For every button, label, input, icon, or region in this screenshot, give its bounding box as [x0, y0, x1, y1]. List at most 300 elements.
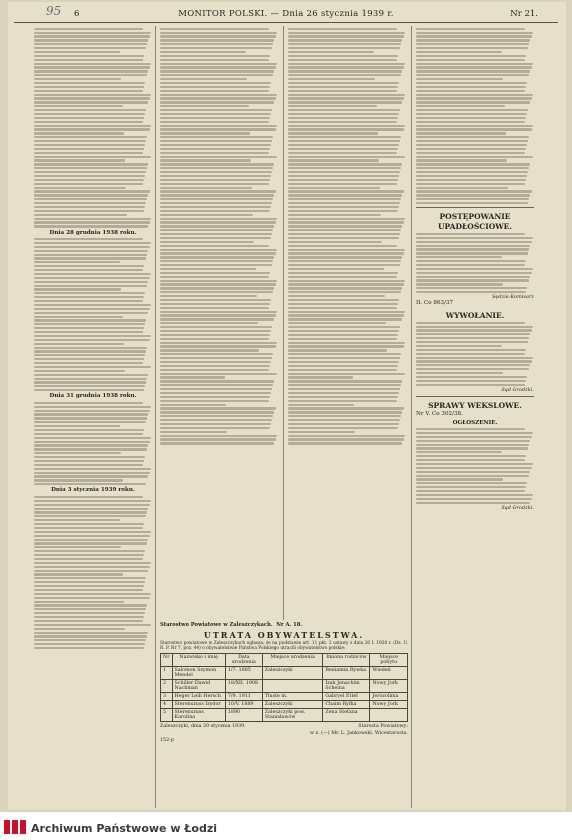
- illegible-text-line: [288, 353, 401, 355]
- illegible-text-line: [288, 252, 404, 254]
- column-header: Miejsce urodzenia: [262, 654, 323, 667]
- illegible-text-line: [160, 338, 269, 340]
- illegible-text-line: [288, 380, 402, 382]
- illegible-text-line: [288, 233, 400, 235]
- illegible-text-line: [288, 82, 399, 84]
- illegible-text-line: [34, 581, 145, 583]
- archive-name: Archiwum Państwowe w Łodzi: [31, 822, 218, 835]
- illegible-text-line: [160, 221, 276, 223]
- illegible-text-line: [288, 256, 402, 258]
- illegible-text-line: [34, 539, 148, 541]
- illegible-text-line: [34, 113, 145, 115]
- illegible-text-line: [416, 440, 530, 442]
- illegible-text-line: [160, 427, 270, 429]
- illegible-text-line: [160, 190, 276, 192]
- illegible-text-line: [160, 179, 270, 181]
- illegible-text-line: [34, 444, 148, 446]
- illegible-text-line: [34, 410, 150, 412]
- illegible-text-line: [160, 287, 274, 289]
- illegible-text-line: [34, 206, 145, 208]
- illegible-text-line: [34, 527, 143, 529]
- illegible-text-line: [160, 66, 276, 68]
- illegible-text-line: [34, 28, 143, 30]
- illegible-text-line: [288, 438, 404, 440]
- illegible-text-line: [160, 268, 256, 270]
- illegible-text-line: [34, 437, 151, 439]
- illegible-text-line: [160, 411, 274, 413]
- illegible-text-line: [160, 369, 269, 371]
- illegible-text-line: [288, 190, 404, 192]
- illegible-text-line: [160, 152, 269, 154]
- illegible-text-line: [288, 245, 397, 247]
- illegible-text-line: [288, 43, 401, 45]
- divider: [416, 396, 534, 397]
- newspaper-page: [8, 2, 566, 810]
- illegible-text-line: [34, 74, 147, 76]
- illegible-text-line: [34, 639, 146, 641]
- illegible-text-line: [288, 159, 379, 161]
- column-3: [288, 26, 406, 616]
- illegible-text-line: [34, 179, 144, 181]
- illegible-text-line: [416, 132, 506, 134]
- illegible-text-line: [416, 272, 532, 274]
- illegible-text-line: [160, 307, 269, 309]
- illegible-text-line: [416, 101, 530, 103]
- illegible-text-line: [34, 523, 144, 525]
- illegible-text-line: [160, 194, 274, 196]
- column-header: Miejsce pobytu: [370, 654, 408, 667]
- illegible-text-line: [416, 152, 525, 154]
- illegible-text-line: [288, 307, 397, 309]
- illegible-text-line: [288, 47, 400, 49]
- illegible-text-line: [416, 322, 525, 324]
- illegible-text-line: [288, 210, 398, 212]
- illegible-text-line: [160, 148, 270, 150]
- illegible-text-line: [160, 121, 269, 123]
- illegible-text-line: [288, 411, 402, 413]
- illegible-text-line: [288, 78, 375, 80]
- illegible-text-line: [34, 358, 144, 360]
- illegible-text-line: [416, 376, 527, 378]
- illegible-text-line: [34, 121, 143, 123]
- illegible-text-line: [34, 573, 123, 575]
- illegible-text-line: [416, 43, 529, 45]
- illegible-text-line: [34, 479, 123, 481]
- text-block: [34, 28, 152, 228]
- illegible-text-line: [160, 380, 274, 382]
- table-cell: Sterenszuss Karolina: [172, 709, 225, 722]
- illegible-text-line: [288, 322, 386, 324]
- illegible-text-line: [34, 508, 148, 510]
- illegible-text-line: [288, 55, 398, 57]
- illegible-text-line: [416, 241, 532, 243]
- illegible-text-line: [288, 187, 380, 189]
- illegible-text-line: [288, 431, 355, 433]
- illegible-text-line: [416, 121, 525, 123]
- illegible-text-line: [160, 214, 253, 216]
- illegible-text-line: [34, 292, 145, 294]
- table-cell: Zaleszczyki: [262, 667, 323, 680]
- illegible-text-line: [160, 349, 259, 351]
- illegible-text-line: [34, 148, 144, 150]
- illegible-text-line: [288, 264, 400, 266]
- illegible-text-line: [416, 109, 528, 111]
- illegible-text-line: [288, 334, 398, 336]
- illegible-text-line: [34, 304, 151, 306]
- table-row: [161, 701, 408, 709]
- illegible-text-line: [416, 264, 525, 266]
- date-heading: Dnia 31 grudnia 1938 roku.: [49, 393, 137, 400]
- illegible-text-line: [288, 376, 353, 378]
- illegible-text-line: [288, 423, 399, 425]
- illegible-text-line: [416, 451, 502, 453]
- notice-signature: Sąd Grodzki.: [501, 504, 534, 511]
- illegible-text-line: [288, 171, 400, 173]
- illegible-text-line: [416, 252, 528, 254]
- illegible-text-line: [416, 428, 525, 430]
- illegible-text-line: [288, 404, 354, 406]
- illegible-text-line: [34, 312, 148, 314]
- illegible-text-line: [288, 225, 402, 227]
- illegible-text-line: [416, 148, 526, 150]
- illegible-text-line: [160, 314, 276, 316]
- illegible-text-line: [288, 357, 400, 359]
- notice-reference: Nr V. Co 302/38.: [416, 411, 463, 417]
- illegible-text-line: [288, 330, 399, 332]
- illegible-text-line: [34, 597, 150, 599]
- illegible-text-line: [288, 241, 382, 243]
- illegible-text-line: [416, 32, 533, 34]
- illegible-text-line: [288, 183, 397, 185]
- illegible-text-line: [288, 326, 400, 328]
- illegible-text-line: [288, 272, 398, 274]
- illegible-text-line: [416, 279, 529, 281]
- table-cell: Jerozolima: [370, 693, 408, 701]
- illegible-text-line: [288, 32, 405, 34]
- column-header: Imiona rodziców: [323, 654, 370, 667]
- illegible-text-line: [34, 242, 151, 244]
- illegible-text-line: [160, 392, 271, 394]
- illegible-text-line: [416, 55, 526, 57]
- illegible-text-line: [160, 407, 276, 409]
- illegible-text-line: [416, 237, 533, 239]
- illegible-text-line: [34, 265, 144, 267]
- illegible-text-line: [416, 171, 528, 173]
- illegible-text-line: [416, 28, 525, 30]
- illegible-text-line: [34, 554, 144, 556]
- illegible-text-line: [34, 257, 146, 259]
- illegible-text-line: [288, 214, 381, 216]
- illegible-text-line: [416, 140, 528, 142]
- column-divider: [411, 26, 412, 808]
- illegible-text-line: [160, 396, 270, 398]
- illegible-text-line: [34, 425, 120, 427]
- illegible-text-line: [416, 167, 529, 169]
- illegible-text-line: [160, 210, 270, 212]
- illegible-text-line: [34, 97, 150, 99]
- illegible-text-line: [416, 128, 532, 130]
- illegible-text-line: [34, 82, 145, 84]
- illegible-text-line: [416, 364, 530, 366]
- illegible-text-line: [160, 303, 270, 305]
- illegible-text-line: [416, 326, 533, 328]
- text-block: [416, 28, 534, 205]
- illegible-text-line: [34, 47, 146, 49]
- illegible-text-line: [288, 303, 398, 305]
- illegible-text-line: [416, 136, 529, 138]
- illegible-text-line: [34, 300, 143, 302]
- illegible-text-line: [34, 225, 148, 227]
- illegible-text-line: [160, 59, 269, 61]
- illegible-text-line: [160, 295, 257, 297]
- illegible-text-line: [160, 342, 277, 344]
- table-cell: Sterenszuss Izydor: [172, 701, 225, 709]
- illegible-text-line: [160, 431, 227, 433]
- notice-subtitle: OGŁOSZENIE.: [452, 419, 498, 426]
- citizenship-table: [160, 653, 408, 722]
- illegible-text-line: [34, 316, 123, 318]
- illegible-text-line: [416, 329, 532, 331]
- illegible-text-line: [34, 433, 143, 435]
- authority-reference: Nr A. 18.: [276, 622, 303, 628]
- illegible-text-line: [34, 285, 147, 287]
- table-cell: Salomon Szymon Mendel: [172, 667, 225, 680]
- text-block: [34, 238, 152, 391]
- illegible-text-line: [288, 202, 400, 204]
- illegible-text-line: [34, 531, 151, 533]
- illegible-text-line: [160, 373, 277, 375]
- table-cell: Zaleszczyki pow. Stanisławów: [262, 709, 323, 722]
- illegible-text-line: [34, 39, 148, 41]
- illegible-text-line: [288, 163, 402, 165]
- page-reference: 152-p: [160, 738, 174, 743]
- column-1: [34, 26, 152, 808]
- illegible-text-line: [160, 47, 272, 49]
- illegible-text-line: [160, 86, 270, 88]
- illegible-text-line: [416, 198, 529, 200]
- illegible-text-line: [160, 345, 276, 347]
- column-header: Data urodzenia: [225, 654, 262, 667]
- illegible-text-line: [160, 78, 247, 80]
- illegible-text-line: [288, 415, 401, 417]
- illegible-text-line: [416, 372, 503, 374]
- notice-place-date: Zaleszczyki, dnia 20 stycznia 1939.: [160, 724, 246, 729]
- archive-logo-icon: [4, 819, 26, 835]
- illegible-text-line: [34, 59, 143, 61]
- illegible-text-line: [288, 237, 399, 239]
- illegible-text-line: [34, 288, 121, 290]
- illegible-text-line: [34, 604, 147, 606]
- table-cell: [262, 680, 323, 693]
- illegible-text-line: [416, 482, 527, 484]
- illegible-text-line: [160, 97, 276, 99]
- illegible-text-line: [160, 357, 272, 359]
- illegible-text-line: [34, 51, 120, 53]
- illegible-text-line: [34, 535, 150, 537]
- illegible-text-line: [160, 82, 271, 84]
- illegible-text-line: [416, 63, 533, 65]
- illegible-text-line: [160, 128, 276, 130]
- notice-title: POSTĘPOWANIE: [439, 212, 511, 222]
- illegible-text-line: [34, 577, 146, 579]
- illegible-text-line: [416, 175, 527, 177]
- illegible-text-line: [160, 125, 277, 127]
- illegible-text-line: [288, 63, 405, 65]
- illegible-text-line: [34, 441, 150, 443]
- table-cell: Schiller Dawid Nachman: [172, 680, 225, 693]
- illegible-text-line: [34, 448, 147, 450]
- illegible-text-line: [160, 318, 274, 320]
- illegible-text-line: [288, 51, 374, 53]
- authority-name: [160, 622, 408, 628]
- column-header: Nazwisko i imię: [172, 654, 225, 667]
- illegible-text-line: [34, 128, 150, 130]
- illegible-text-line: [34, 350, 146, 352]
- illegible-text-line: [34, 194, 148, 196]
- illegible-text-line: [416, 475, 529, 477]
- illegible-text-line: [160, 109, 272, 111]
- illegible-text-line: [416, 459, 525, 461]
- archive-footer: [0, 812, 572, 840]
- illegible-text-line: [34, 296, 144, 298]
- illegible-text-line: [288, 39, 402, 41]
- illegible-text-line: [288, 419, 400, 421]
- illegible-text-line: [34, 171, 146, 173]
- table-cell: 1: [161, 667, 173, 680]
- illegible-text-line: [34, 202, 146, 204]
- table-row: [161, 693, 408, 701]
- illegible-text-line: [288, 400, 397, 402]
- illegible-text-line: [288, 179, 398, 181]
- illegible-text-line: [416, 436, 532, 438]
- illegible-text-line: [288, 221, 404, 223]
- illegible-text-line: [416, 283, 503, 285]
- illegible-text-line: [416, 486, 526, 488]
- illegible-text-line: [160, 256, 274, 258]
- illegible-text-line: [160, 229, 273, 231]
- illegible-text-line: [160, 183, 269, 185]
- illegible-text-line: [160, 233, 272, 235]
- illegible-text-line: [416, 345, 502, 347]
- illegible-text-line: [34, 624, 151, 626]
- illegible-text-line: [288, 314, 404, 316]
- illegible-text-line: [416, 187, 508, 189]
- illegible-text-line: [34, 558, 143, 560]
- table-cell: Beniamin Rywka: [323, 667, 370, 680]
- illegible-text-line: [416, 144, 527, 146]
- table-cell: 4: [161, 701, 173, 709]
- table-cell: Nowy Jork: [370, 680, 408, 693]
- illegible-text-line: [416, 117, 526, 119]
- pencil-annotation: 95: [46, 4, 62, 18]
- illegible-text-line: [34, 413, 148, 415]
- illegible-text-line: [34, 483, 146, 485]
- illegible-text-line: [160, 264, 272, 266]
- illegible-text-line: [34, 500, 151, 502]
- illegible-text-line: [160, 63, 277, 65]
- illegible-text-line: [416, 159, 507, 161]
- illegible-text-line: [160, 159, 251, 161]
- notice-intro: Starostwo powiatowe w Zaleszczykach ogłasza, że na podstawie art. 11 pkt. 2 ustawy z dnia 20 I. 1920 r. (Dz. U. R. P. Nr 7, poz. 44) o obywatelstwie Państwa Polskiego utracili obywatelstwo polskie:: [160, 641, 408, 651]
- illegible-text-line: [34, 238, 143, 240]
- illegible-text-line: [416, 190, 532, 192]
- illegible-text-line: [34, 90, 143, 92]
- illegible-text-line: [288, 144, 399, 146]
- illegible-text-line: [160, 249, 277, 251]
- illegible-text-line: [34, 475, 148, 477]
- illegible-text-line: [288, 74, 401, 76]
- table-cell: Wiedeń: [370, 667, 408, 680]
- illegible-text-line: [160, 43, 273, 45]
- illegible-text-line: [288, 384, 401, 386]
- illegible-text-line: [34, 593, 151, 595]
- illegible-text-line: [34, 628, 125, 630]
- illegible-text-line: [288, 97, 404, 99]
- illegible-text-line: [416, 502, 530, 504]
- illegible-text-line: [288, 113, 399, 115]
- illegible-text-line: [34, 472, 150, 474]
- illegible-text-line: [416, 291, 526, 293]
- illegible-text-line: [416, 276, 530, 278]
- illegible-text-line: [416, 194, 530, 196]
- illegible-text-line: [160, 400, 269, 402]
- illegible-text-line: [34, 78, 121, 80]
- illegible-text-line: [34, 460, 144, 462]
- illegible-text-line: [288, 175, 399, 177]
- illegible-text-line: [34, 519, 120, 521]
- illegible-text-line: [416, 353, 525, 355]
- illegible-text-line: [288, 86, 398, 88]
- illegible-text-line: [34, 601, 124, 603]
- illegible-text-line: [288, 295, 385, 297]
- illegible-text-line: [160, 132, 250, 134]
- illegible-text-line: [34, 546, 121, 548]
- illegible-text-line: [34, 319, 146, 321]
- illegible-text-line: [160, 280, 277, 282]
- illegible-text-line: [288, 105, 377, 107]
- illegible-text-line: [34, 647, 144, 649]
- illegible-text-line: [34, 335, 151, 337]
- illegible-text-line: [288, 109, 400, 111]
- illegible-text-line: [288, 206, 399, 208]
- illegible-text-line: [34, 632, 148, 634]
- illegible-text-line: [34, 144, 145, 146]
- illegible-text-line: [160, 140, 272, 142]
- table-cell: Heger Leib Hersch: [172, 693, 225, 701]
- illegible-text-line: [416, 349, 526, 351]
- notice-signature: Sędzia-Komisarz: [491, 293, 534, 300]
- column-divider: [283, 26, 284, 620]
- illegible-text-line: [34, 152, 143, 154]
- illegible-text-line: [34, 566, 150, 568]
- illegible-text-line: [34, 456, 145, 458]
- illegible-text-line: [416, 444, 529, 446]
- column-2: [160, 26, 278, 616]
- illegible-text-line: [416, 70, 530, 72]
- illegible-text-line: [34, 515, 146, 517]
- illegible-text-line: [34, 125, 151, 127]
- illegible-text-line: [34, 35, 150, 37]
- illegible-text-line: [34, 323, 145, 325]
- illegible-text-line: [34, 183, 143, 185]
- illegible-text-line: [416, 467, 532, 469]
- illegible-text-line: [288, 152, 397, 154]
- illegible-text-line: [416, 66, 532, 68]
- illegible-text-line: [416, 498, 532, 500]
- illegible-text-line: [160, 187, 252, 189]
- illegible-text-line: [34, 620, 143, 622]
- illegible-text-line: [34, 55, 144, 57]
